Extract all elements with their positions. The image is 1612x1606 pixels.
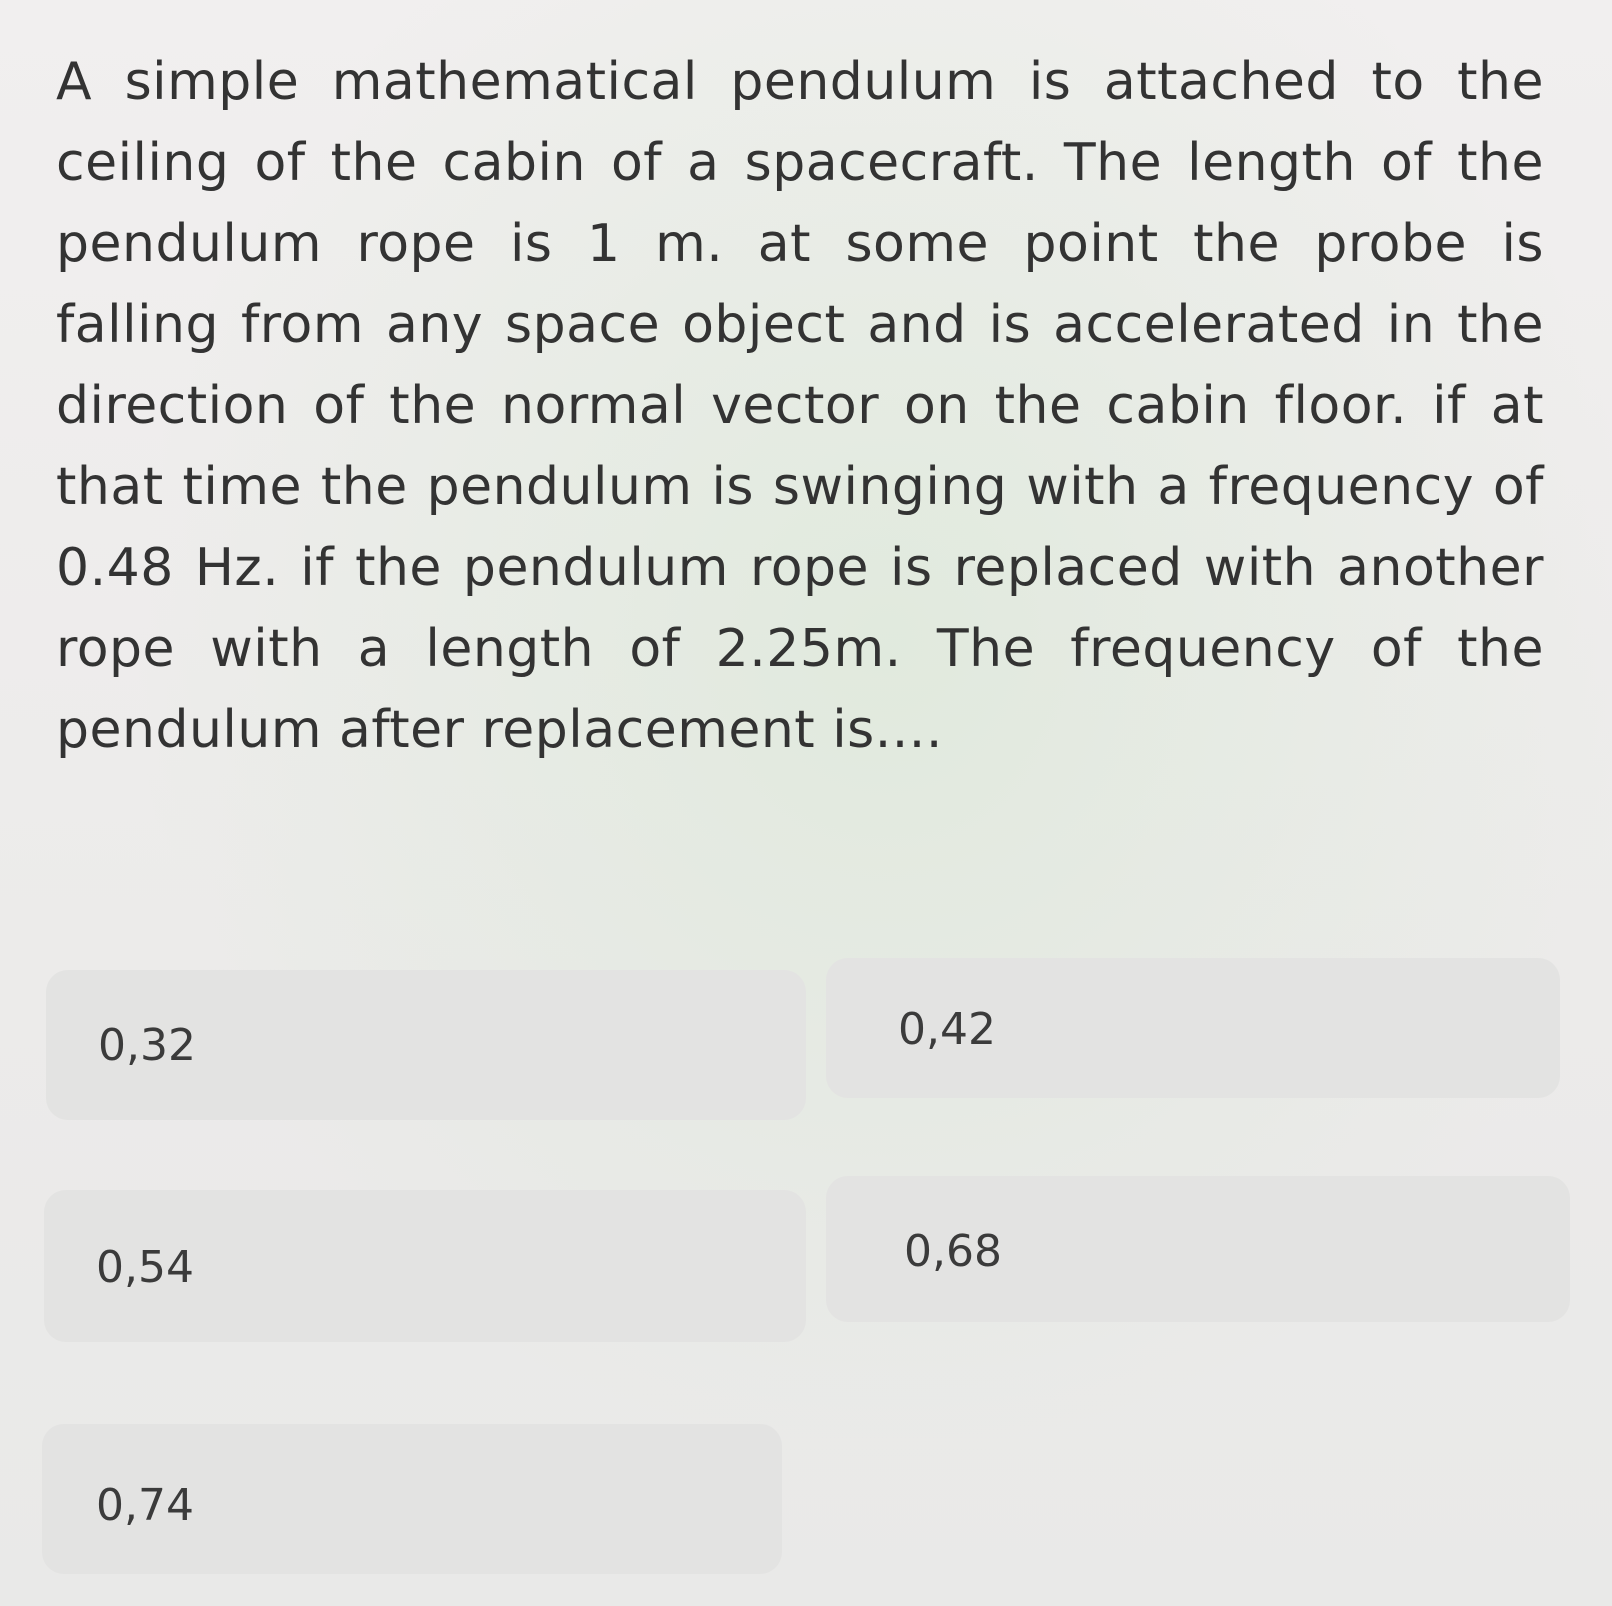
answer-option-label: 0,54 [96,1242,194,1293]
answer-option-a[interactable] [46,970,806,1120]
answer-option-label: 0,74 [96,1480,194,1531]
answer-option-c[interactable] [44,1190,806,1342]
answer-option-label: 0,68 [904,1226,1002,1277]
answer-option-e[interactable] [42,1424,782,1574]
question-text: A simple mathematical pendulum is attached to the ceiling of the cabin of a spacecraft. The length of the pendulum rope is 1 m. at some point the probe is falling from any space object and is accelerated in the direction of the normal vector on the cabin floor. if at that time the pendulum is swinging with a frequency of 0.48 Hz. if the pendulum rope is replaced with another rope with a length of 2.25m. The frequency of the pendulum after replacement is.... [56,52,1544,760]
answer-option-d[interactable] [826,1176,1570,1322]
answer-option-b[interactable] [826,958,1560,1098]
answer-option-label: 0,32 [98,1020,196,1071]
answer-option-label: 0,42 [898,1004,996,1055]
